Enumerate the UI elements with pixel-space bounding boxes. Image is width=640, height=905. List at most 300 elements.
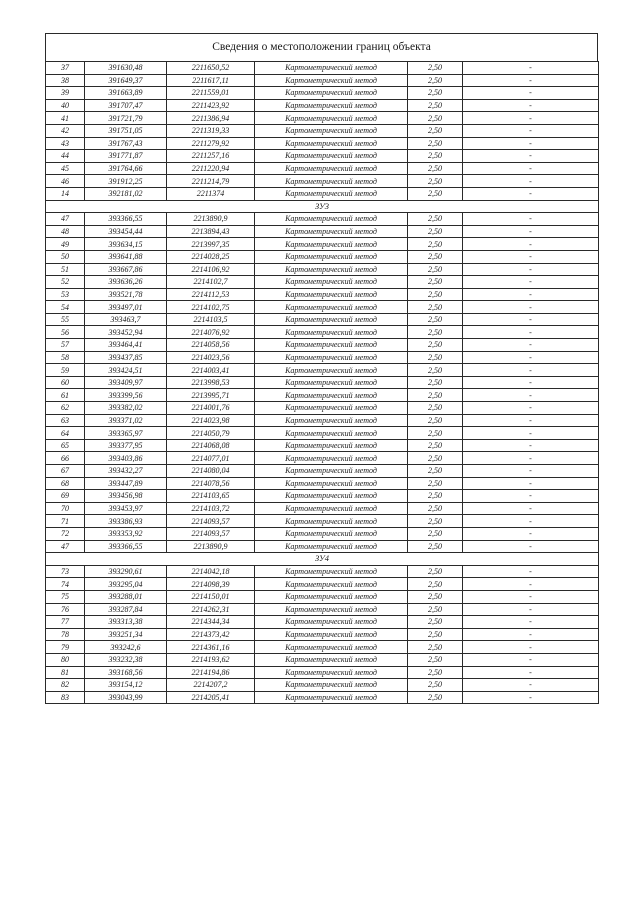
x-coordinate-cell: 393386,93 [85,515,167,528]
point-number-cell: 43 [46,137,85,150]
table-row [46,376,599,389]
description-cell: - [463,238,599,251]
accuracy-cell: 2,50 [408,439,463,452]
point-number-cell: 60 [46,376,85,389]
description-cell: - [463,502,599,515]
y-coordinate-cell: 2214103,65 [167,490,255,503]
table-row [46,301,599,314]
method-cell: Картометрический метод [255,162,408,175]
y-coordinate-cell: 2211386,94 [167,112,255,125]
accuracy-cell: 2,50 [408,402,463,415]
x-coordinate-cell: 393432,27 [85,465,167,478]
point-number-cell: 37 [46,62,85,75]
x-coordinate-cell: 393366,55 [85,540,167,553]
y-coordinate-cell: 2214042,18 [167,565,255,578]
accuracy-cell: 2,50 [408,99,463,112]
method-cell: Картометрический метод [255,515,408,528]
x-coordinate-cell: 393290,61 [85,565,167,578]
x-coordinate-cell: 393464,41 [85,339,167,352]
x-coordinate-cell: 393353,92 [85,527,167,540]
description-cell: - [463,213,599,226]
description-cell: - [463,527,599,540]
x-coordinate-cell: 393463,7 [85,313,167,326]
method-cell: Картометрический метод [255,364,408,377]
table-row [46,603,599,616]
description-cell: - [463,414,599,427]
point-number-cell: 75 [46,590,85,603]
section-header-row [46,200,599,213]
accuracy-cell: 2,50 [408,187,463,200]
description-cell: - [463,339,599,352]
x-coordinate-cell: 393154,12 [85,679,167,692]
method-cell: Картометрический метод [255,603,408,616]
method-cell: Картометрический метод [255,641,408,654]
accuracy-cell: 2,50 [408,427,463,440]
accuracy-cell: 2,50 [408,250,463,263]
method-cell: Картометрический метод [255,137,408,150]
description-cell: - [463,225,599,238]
y-coordinate-cell: 2211319,33 [167,124,255,137]
table-row [46,452,599,465]
accuracy-cell: 2,50 [408,288,463,301]
y-coordinate-cell: 2214093,57 [167,527,255,540]
accuracy-cell: 2,50 [408,313,463,326]
method-cell: Картометрический метод [255,527,408,540]
point-number-cell: 74 [46,578,85,591]
point-number-cell: 47 [46,540,85,553]
description-cell: - [463,288,599,301]
description-cell: - [463,99,599,112]
y-coordinate-cell: 2214102,75 [167,301,255,314]
point-number-cell: 78 [46,628,85,641]
x-coordinate-cell: 393447,89 [85,477,167,490]
point-number-cell: 42 [46,124,85,137]
method-cell: Картометрический метод [255,74,408,87]
y-coordinate-cell: 2214103,72 [167,502,255,515]
point-number-cell: 48 [46,225,85,238]
y-coordinate-cell: 2213997,35 [167,238,255,251]
method-cell: Картометрический метод [255,452,408,465]
x-coordinate-cell: 393454,44 [85,225,167,238]
y-coordinate-cell: 2211423,92 [167,99,255,112]
description-cell: - [463,477,599,490]
point-number-cell: 40 [46,99,85,112]
x-coordinate-cell: 391630,48 [85,62,167,75]
y-coordinate-cell: 2211650,52 [167,62,255,75]
table-row [46,490,599,503]
description-cell: - [463,364,599,377]
table-row [46,414,599,427]
y-coordinate-cell: 2214106,92 [167,263,255,276]
y-coordinate-cell: 2214098,39 [167,578,255,591]
description-cell: - [463,628,599,641]
table-row [46,679,599,692]
point-number-cell: 68 [46,477,85,490]
x-coordinate-cell: 392181,02 [85,187,167,200]
description-cell: - [463,641,599,654]
y-coordinate-cell: 2214262,31 [167,603,255,616]
x-coordinate-cell: 391767,43 [85,137,167,150]
y-coordinate-cell: 2214068,08 [167,439,255,452]
table-row [46,124,599,137]
method-cell: Картометрический метод [255,250,408,263]
x-coordinate-cell: 393453,97 [85,502,167,515]
x-coordinate-cell: 393232,38 [85,653,167,666]
description-cell: - [463,590,599,603]
y-coordinate-cell: 2214001,76 [167,402,255,415]
point-number-cell: 52 [46,276,85,289]
x-coordinate-cell: 393365,97 [85,427,167,440]
method-cell: Картометрический метод [255,175,408,188]
x-coordinate-cell: 393409,97 [85,376,167,389]
accuracy-cell: 2,50 [408,641,463,654]
x-coordinate-cell: 393043,99 [85,691,167,704]
table-row [46,351,599,364]
x-coordinate-cell: 393295,04 [85,578,167,591]
table-row [46,87,599,100]
method-cell: Картометрический метод [255,439,408,452]
table-row [46,62,599,75]
accuracy-cell: 2,50 [408,213,463,226]
description-cell: - [463,540,599,553]
y-coordinate-cell: 2214023,98 [167,414,255,427]
y-coordinate-cell: 2214050,79 [167,427,255,440]
description-cell: - [463,351,599,364]
y-coordinate-cell: 2214078,56 [167,477,255,490]
method-cell: Картометрический метод [255,477,408,490]
table-row [46,578,599,591]
table-row [46,502,599,515]
method-cell: Картометрический метод [255,225,408,238]
table-row [46,691,599,704]
description-cell: - [463,578,599,591]
y-coordinate-cell: 2214028,25 [167,250,255,263]
y-coordinate-cell: 2214058,56 [167,339,255,352]
y-coordinate-cell: 2213894,43 [167,225,255,238]
y-coordinate-cell: 2214080,04 [167,465,255,478]
accuracy-cell: 2,50 [408,628,463,641]
point-number-cell: 72 [46,527,85,540]
table-row [46,641,599,654]
point-number-cell: 56 [46,326,85,339]
table-row [46,364,599,377]
x-coordinate-cell: 393242,6 [85,641,167,654]
accuracy-cell: 2,50 [408,376,463,389]
x-coordinate-cell: 391649,37 [85,74,167,87]
section-label: ЗУ4 [46,553,599,566]
point-number-cell: 45 [46,162,85,175]
table-row [46,540,599,553]
y-coordinate-cell: 2214361,16 [167,641,255,654]
point-number-cell: 82 [46,679,85,692]
description-cell: - [463,603,599,616]
method-cell: Картометрический метод [255,389,408,402]
description-cell: - [463,87,599,100]
description-cell: - [463,465,599,478]
table-row [46,439,599,452]
method-cell: Картометрический метод [255,238,408,251]
x-coordinate-cell: 391771,87 [85,150,167,163]
point-number-cell: 61 [46,389,85,402]
description-cell: - [463,175,599,188]
description-cell: - [463,326,599,339]
y-coordinate-cell: 2214205,41 [167,691,255,704]
accuracy-cell: 2,50 [408,465,463,478]
method-cell: Картометрический метод [255,679,408,692]
y-coordinate-cell: 2211617,11 [167,74,255,87]
x-coordinate-cell: 393636,26 [85,276,167,289]
point-number-cell: 53 [46,288,85,301]
method-cell: Картометрический метод [255,313,408,326]
method-cell: Картометрический метод [255,62,408,75]
point-number-cell: 76 [46,603,85,616]
table-row [46,313,599,326]
point-number-cell: 79 [46,641,85,654]
table-row [46,99,599,112]
point-number-cell: 57 [46,339,85,352]
accuracy-cell: 2,50 [408,452,463,465]
x-coordinate-cell: 393521,78 [85,288,167,301]
table-row [46,465,599,478]
point-number-cell: 38 [46,74,85,87]
method-cell: Картометрический метод [255,150,408,163]
table-row [46,213,599,226]
x-coordinate-cell: 391721,79 [85,112,167,125]
method-cell: Картометрический метод [255,578,408,591]
point-number-cell: 71 [46,515,85,528]
accuracy-cell: 2,50 [408,175,463,188]
point-number-cell: 44 [46,150,85,163]
x-coordinate-cell: 393366,55 [85,213,167,226]
method-cell: Картометрический метод [255,213,408,226]
table-row [46,402,599,415]
accuracy-cell: 2,50 [408,87,463,100]
section-header-row [46,553,599,566]
x-coordinate-cell: 393452,94 [85,326,167,339]
point-number-cell: 67 [46,465,85,478]
x-coordinate-cell: 391912,25 [85,175,167,188]
x-coordinate-cell: 393403,86 [85,452,167,465]
x-coordinate-cell: 393288,01 [85,590,167,603]
x-coordinate-cell: 393667,86 [85,263,167,276]
description-cell: - [463,389,599,402]
table-row [46,175,599,188]
point-number-cell: 59 [46,364,85,377]
table-row [46,263,599,276]
x-coordinate-cell: 393424,51 [85,364,167,377]
method-cell: Картометрический метод [255,99,408,112]
point-number-cell: 63 [46,414,85,427]
accuracy-cell: 2,50 [408,414,463,427]
point-number-cell: 58 [46,351,85,364]
description-cell: - [463,263,599,276]
x-coordinate-cell: 393313,38 [85,616,167,629]
method-cell: Картометрический метод [255,112,408,125]
accuracy-cell: 2,50 [408,263,463,276]
method-cell: Картометрический метод [255,276,408,289]
x-coordinate-cell: 393382,02 [85,402,167,415]
description-cell: - [463,439,599,452]
y-coordinate-cell: 2214003,41 [167,364,255,377]
point-number-cell: 77 [46,616,85,629]
point-number-cell: 47 [46,213,85,226]
table-row [46,628,599,641]
description-cell: - [463,124,599,137]
x-coordinate-cell: 393251,34 [85,628,167,641]
method-cell: Картометрический метод [255,263,408,276]
table-title: Сведения о местоположении границ объекта [45,33,598,61]
y-coordinate-cell: 2213890,9 [167,540,255,553]
table-row [46,150,599,163]
point-number-cell: 81 [46,666,85,679]
y-coordinate-cell: 2211374 [167,187,255,200]
description-cell: - [463,250,599,263]
accuracy-cell: 2,50 [408,502,463,515]
table-row [46,225,599,238]
method-cell: Картометрический метод [255,540,408,553]
method-cell: Картометрический метод [255,691,408,704]
method-cell: Картометрический метод [255,590,408,603]
method-cell: Картометрический метод [255,301,408,314]
table-row [46,515,599,528]
table-row [46,590,599,603]
point-number-cell: 73 [46,565,85,578]
x-coordinate-cell: 393287,84 [85,603,167,616]
accuracy-cell: 2,50 [408,540,463,553]
accuracy-cell: 2,50 [408,225,463,238]
description-cell: - [463,187,599,200]
y-coordinate-cell: 2214077,01 [167,452,255,465]
accuracy-cell: 2,50 [408,326,463,339]
accuracy-cell: 2,50 [408,603,463,616]
x-coordinate-cell: 391764,66 [85,162,167,175]
description-cell: - [463,162,599,175]
table-row [46,238,599,251]
y-coordinate-cell: 2214112,53 [167,288,255,301]
table-row [46,666,599,679]
x-coordinate-cell: 391751,05 [85,124,167,137]
accuracy-cell: 2,50 [408,590,463,603]
method-cell: Картометрический метод [255,565,408,578]
method-cell: Картометрический метод [255,351,408,364]
description-cell: - [463,62,599,75]
accuracy-cell: 2,50 [408,616,463,629]
table-row [46,427,599,440]
accuracy-cell: 2,50 [408,339,463,352]
y-coordinate-cell: 2214207,2 [167,679,255,692]
y-coordinate-cell: 2211214,79 [167,175,255,188]
x-coordinate-cell: 393168,56 [85,666,167,679]
point-number-cell: 39 [46,87,85,100]
method-cell: Картометрический метод [255,628,408,641]
description-cell: - [463,565,599,578]
description-cell: - [463,112,599,125]
y-coordinate-cell: 2214344,34 [167,616,255,629]
table-row [46,326,599,339]
x-coordinate-cell: 393399,56 [85,389,167,402]
y-coordinate-cell: 2213890,9 [167,213,255,226]
accuracy-cell: 2,50 [408,238,463,251]
y-coordinate-cell: 2211559,01 [167,87,255,100]
accuracy-cell: 2,50 [408,124,463,137]
description-cell: - [463,691,599,704]
description-cell: - [463,452,599,465]
table-row [46,616,599,629]
point-number-cell: 66 [46,452,85,465]
y-coordinate-cell: 2211257,16 [167,150,255,163]
accuracy-cell: 2,50 [408,565,463,578]
description-cell: - [463,301,599,314]
description-cell: - [463,490,599,503]
accuracy-cell: 2,50 [408,301,463,314]
accuracy-cell: 2,50 [408,137,463,150]
y-coordinate-cell: 2213995,71 [167,389,255,402]
x-coordinate-cell: 393377,95 [85,439,167,452]
accuracy-cell: 2,50 [408,515,463,528]
point-number-cell: 14 [46,187,85,200]
table-row [46,162,599,175]
y-coordinate-cell: 2214023,56 [167,351,255,364]
table-row [46,74,599,87]
method-cell: Картометрический метод [255,666,408,679]
accuracy-cell: 2,50 [408,62,463,75]
accuracy-cell: 2,50 [408,578,463,591]
x-coordinate-cell: 391707,47 [85,99,167,112]
description-cell: - [463,666,599,679]
y-coordinate-cell: 2214103,5 [167,313,255,326]
table-row [46,527,599,540]
table-row [46,565,599,578]
method-cell: Картометрический метод [255,187,408,200]
accuracy-cell: 2,50 [408,679,463,692]
accuracy-cell: 2,50 [408,527,463,540]
description-cell: - [463,616,599,629]
x-coordinate-cell: 393634,15 [85,238,167,251]
y-coordinate-cell: 2214193,62 [167,653,255,666]
table-row [46,276,599,289]
table-row [46,187,599,200]
point-number-cell: 83 [46,691,85,704]
point-number-cell: 64 [46,427,85,440]
method-cell: Картометрический метод [255,502,408,515]
point-number-cell: 80 [46,653,85,666]
accuracy-cell: 2,50 [408,351,463,364]
accuracy-cell: 2,50 [408,691,463,704]
point-number-cell: 70 [46,502,85,515]
method-cell: Картометрический метод [255,465,408,478]
method-cell: Картометрический метод [255,402,408,415]
method-cell: Картометрический метод [255,326,408,339]
accuracy-cell: 2,50 [408,162,463,175]
method-cell: Картометрический метод [255,616,408,629]
point-number-cell: 46 [46,175,85,188]
accuracy-cell: 2,50 [408,276,463,289]
y-coordinate-cell: 2213998,53 [167,376,255,389]
boundary-table [45,61,599,704]
accuracy-cell: 2,50 [408,74,463,87]
accuracy-cell: 2,50 [408,364,463,377]
method-cell: Картометрический метод [255,653,408,666]
table-row [46,112,599,125]
description-cell: - [463,137,599,150]
method-cell: Картометрический метод [255,427,408,440]
x-coordinate-cell: 393641,88 [85,250,167,263]
point-number-cell: 54 [46,301,85,314]
method-cell: Картометрический метод [255,490,408,503]
point-number-cell: 50 [46,250,85,263]
table-row [46,250,599,263]
boundary-table-body [46,62,599,704]
